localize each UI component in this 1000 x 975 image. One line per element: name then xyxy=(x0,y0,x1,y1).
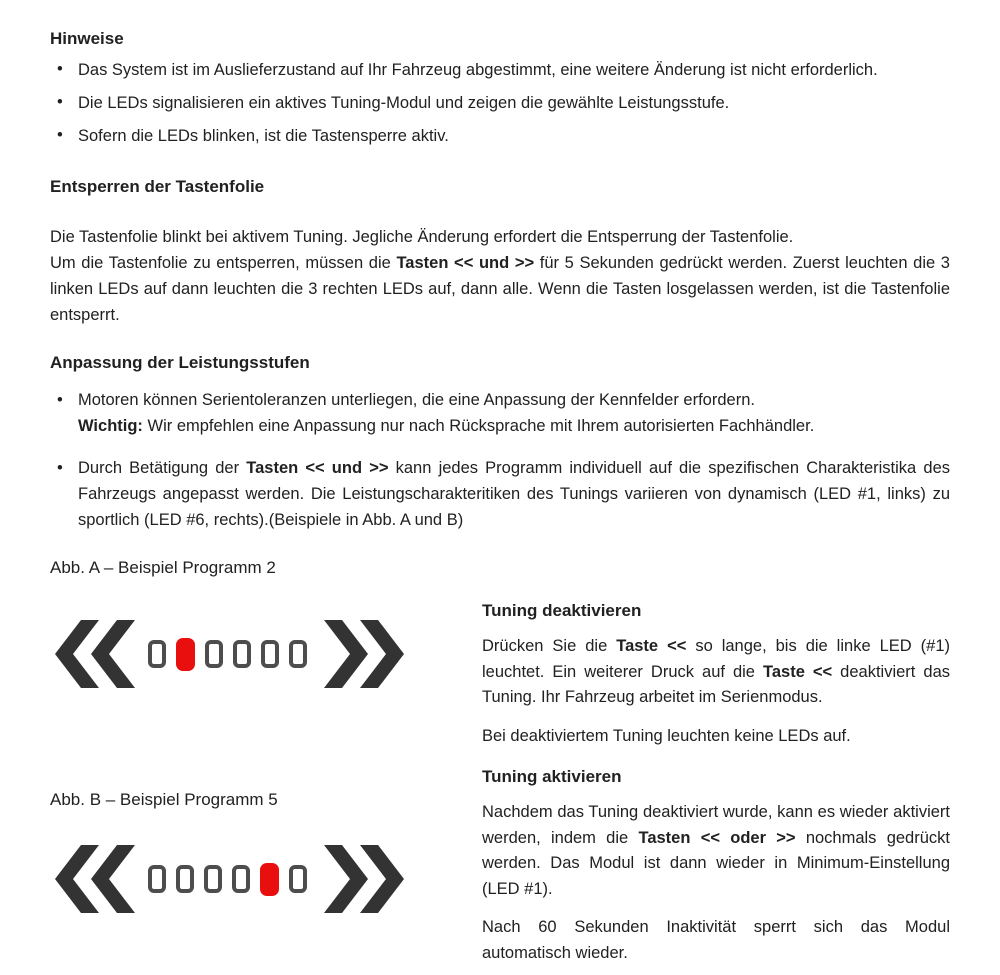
led-strip xyxy=(148,863,307,896)
section-hinweise xyxy=(50,28,950,149)
tuning-deaktivieren-paragraph: Drücken Sie die Taste << so lange, bis die linke LED (#1) leuchtet. Ein weiterer Druck auf die Taste << deaktiviert das Tuning. Ihr Fahrzeug arbeitet im Serienmodus. xyxy=(482,637,950,706)
right-column xyxy=(482,600,950,975)
bullet-item xyxy=(50,387,950,439)
chevron-right-icon xyxy=(324,620,404,688)
led-inactive xyxy=(205,640,223,668)
chevron-left-icon xyxy=(55,620,135,688)
section-anpassung xyxy=(50,352,950,533)
tuning-aktivieren-title: Tuning aktivieren xyxy=(482,767,622,786)
bullet-text: Sofern die LEDs blinken, ist die Tastensperre aktiv. xyxy=(78,127,449,145)
tuning-deaktivieren-note: Bei deaktiviertem Tuning leuchten keine LEDs auf. xyxy=(482,726,851,745)
bullet-item xyxy=(50,57,950,83)
anpassung-bullet-list xyxy=(50,387,950,533)
bullet-item xyxy=(50,455,950,533)
entsperren-paragraph: Die Tastenfolie blinkt bei aktivem Tuning. Jegliche Änderung erfordert die Entsperrung der Tastenfolie. Um die Tastenfolie zu entsperren, müssen die Tasten << und >> für 5 Sekunden gedrückt werden. Zuerst leuchten die 3 linken LEDs auf dann leuchten die 3 rechten LEDs auf, dann alle. Wenn die Tasten losgelassen werden, ist die Tastenfolie entsperrt. xyxy=(50,228,950,324)
hinweise-title: Hinweise xyxy=(50,29,124,48)
tuning-aktivieren-note: Nach 60 Sekunden Inaktivität sperrt sich das Modul automatisch wieder. xyxy=(482,918,950,962)
bullet-text: Das System ist im Auslieferzustand auf Ihr Fahrzeug abgestimmt, eine weitere Änderung ist nicht erforderlich. xyxy=(78,61,878,79)
anpassung-title: Anpassung der Leistungsstufen xyxy=(50,353,310,372)
led-inactive xyxy=(148,865,166,893)
tuning-aktivieren-paragraph: Nachdem das Tuning deaktiviert wurde, kann es wieder aktiviert werden, indem die Tasten << oder >> nochmals gedrückt werden. Das Modul ist dann wieder in Minimum-Einstellung (LED #1). xyxy=(482,803,950,898)
figure-a xyxy=(55,620,404,688)
led-inactive xyxy=(289,865,307,893)
bullet-item xyxy=(50,123,950,149)
bullet-item xyxy=(50,90,950,116)
chevron-left-icon xyxy=(55,845,135,913)
led-inactive xyxy=(148,640,166,668)
hinweise-bullet-list xyxy=(50,57,950,149)
led-inactive xyxy=(289,640,307,668)
chevron-right-icon xyxy=(324,845,404,913)
led-inactive xyxy=(204,865,222,893)
led-inactive xyxy=(176,865,194,893)
figure-a-caption: Abb. A – Beispiel Programm 2 xyxy=(50,558,276,577)
bullet-text: Durch Betätigung der Tasten << und >> kann jedes Programm individuell auf die spezifischen Charakteristika des Fahrzeugs angepasst werden. Die Leistungscharakteritiken des Tunings variieren von dynamisch (LED #1, links) zu sportlich (LED #6, rechts).(Beispiele in Abb. A und B) xyxy=(78,459,950,529)
section-entsperren xyxy=(50,176,950,328)
tuning-deaktivieren-title: Tuning deaktivieren xyxy=(482,601,642,620)
entsperren-title: Entsperren der Tastenfolie xyxy=(50,177,265,196)
led-active xyxy=(260,863,279,896)
led-active xyxy=(176,638,195,671)
figure-b-caption: Abb. B – Beispiel Programm 5 xyxy=(50,790,278,809)
led-inactive xyxy=(233,640,251,668)
led-strip xyxy=(148,638,307,671)
led-inactive xyxy=(261,640,279,668)
bullet-text: Motoren können Serientoleranzen unterliegen, die eine Anpassung der Kennfelder erfordern. Wichtig: Wir empfehlen eine Anpassung nur nach Rücksprache mit Ihrem autorisierten Fachhändler. xyxy=(78,391,815,435)
led-inactive xyxy=(232,865,250,893)
figure-b xyxy=(55,845,404,913)
bullet-text: Die LEDs signalisieren ein aktives Tuning-Modul und zeigen die gewählte Leistungsstufe. xyxy=(78,94,730,112)
